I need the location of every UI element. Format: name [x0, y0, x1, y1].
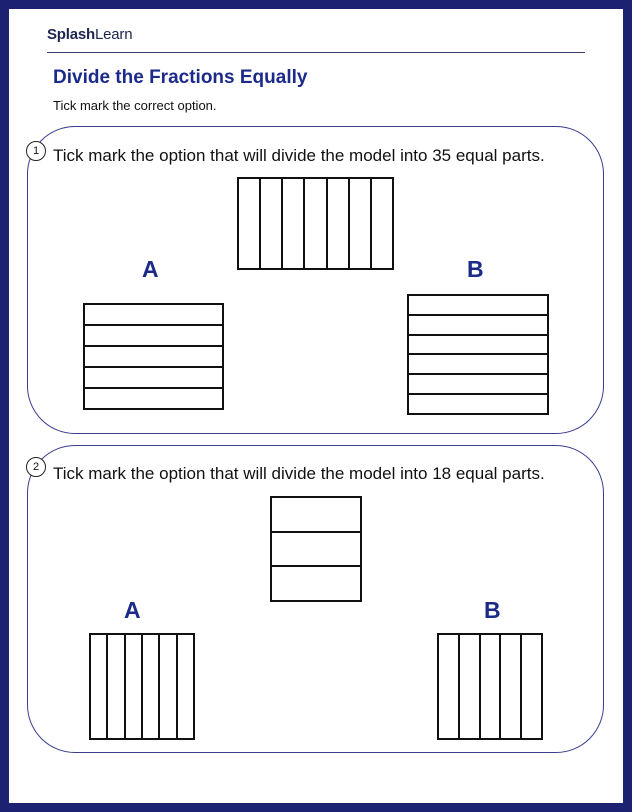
question-2-option-b-part: [499, 635, 520, 738]
question-1-option-b-part: [409, 393, 547, 413]
question-1-option-a-part: [85, 324, 222, 345]
question-2-option-a-part: [141, 635, 158, 738]
question-1-option-b-part: [409, 334, 547, 354]
page-title: Divide the Fractions Equally: [53, 67, 308, 88]
question-1-model-part: [348, 179, 370, 268]
question-2-option-b-part: [479, 635, 500, 738]
page-instruction: Tick mark the correct option.: [53, 98, 217, 113]
question-2-option-b-model[interactable]: [437, 633, 543, 740]
question-1-option-a-part: [85, 305, 222, 324]
question-2-option-a-part: [176, 635, 193, 738]
question-1-model: [237, 177, 394, 270]
question-2-model-part: [272, 498, 360, 531]
question-1-text: Tick mark the option that will divide the model into 35 equal parts.: [53, 146, 545, 165]
question-2-option-a-part: [91, 635, 106, 738]
question-2-option-a-model[interactable]: [89, 633, 195, 740]
question-2-option-a-part: [106, 635, 123, 738]
question-1-number: 1: [26, 141, 46, 161]
question-2-model: [270, 496, 362, 602]
question-1-option-b-part: [409, 373, 547, 393]
question-1-option-a-label: A: [142, 256, 159, 282]
question-1-option-b-part: [409, 353, 547, 373]
question-2-text: Tick mark the option that will divide the model into 18 equal parts.: [53, 464, 545, 483]
question-1-option-b-part: [409, 296, 547, 314]
question-1-model-part: [259, 179, 281, 268]
question-1-option-b-label: B: [467, 256, 484, 282]
question-1-model-part: [239, 179, 259, 268]
question-1-option-b-model[interactable]: [407, 294, 549, 415]
question-1-model-part: [303, 179, 325, 268]
header-divider: [47, 52, 585, 53]
question-1-option-a-model[interactable]: [83, 303, 224, 410]
question-1-option-a-part: [85, 387, 222, 408]
question-2-option-b-label: B: [484, 597, 501, 623]
question-2-model-part: [272, 565, 360, 600]
question-2-number: 2: [26, 457, 46, 477]
question-1-option-a-part: [85, 366, 222, 387]
question-2-option-b-part: [458, 635, 479, 738]
question-2-option-a-part: [124, 635, 141, 738]
question-1-model-part: [326, 179, 348, 268]
question-2-option-a-part: [158, 635, 175, 738]
brand-logo: SplashLearn: [47, 26, 133, 43]
worksheet: [9, 9, 623, 803]
question-2-option-b-part: [520, 635, 541, 738]
question-1-model-part: [370, 179, 392, 268]
question-2-model-part: [272, 531, 360, 566]
question-1-option-b-part: [409, 314, 547, 334]
question-2-option-a-label: A: [124, 597, 141, 623]
question-1-model-part: [281, 179, 303, 268]
question-2-option-b-part: [439, 635, 458, 738]
question-1-option-a-part: [85, 345, 222, 366]
